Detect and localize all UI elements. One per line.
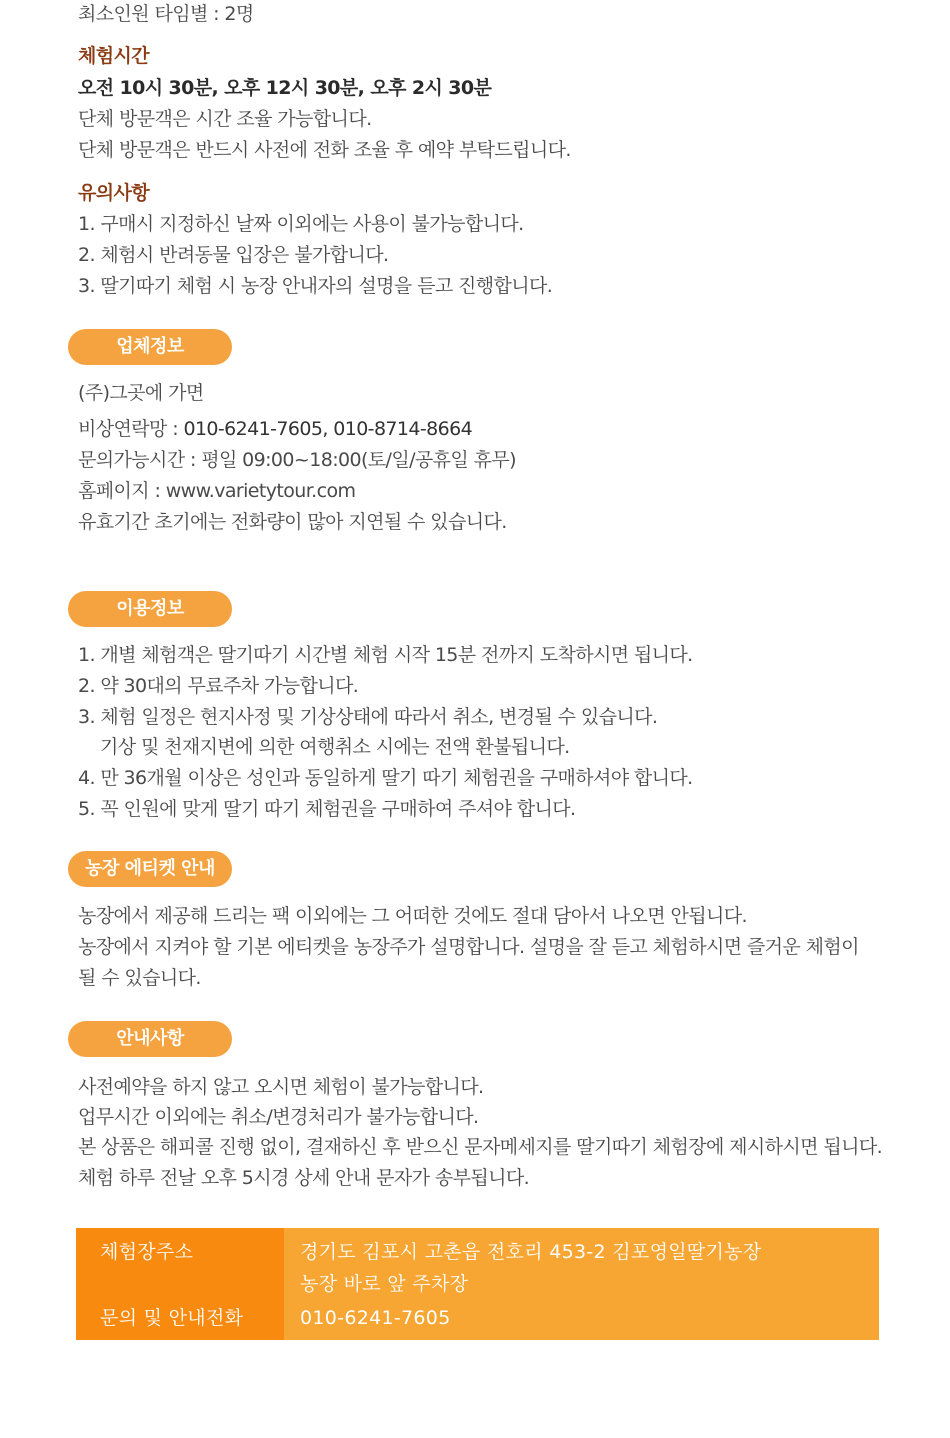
etiquette-line: 농장에서 제공해 드리는 팩 이외에는 그 어떠한 것에도 절대 담아서 나오면 안됩니다.: [78, 905, 747, 927]
usage-item: 1. 개별 체험객은 딸기따기 시간별 체험 시작 15분 전까지 도착하시면 됩니다.: [78, 644, 693, 666]
company-info-badge: 업체정보: [68, 329, 232, 365]
address-line-2: 농장 바로 앞 주차장: [300, 1273, 469, 1295]
notice-badge: 안내사항: [68, 1021, 232, 1057]
etiquette-line: 농장에서 지켜야 할 기본 에티켓을 농장주가 설명합니다. 설명을 잘 듣고 체험하시면 즐거운 체험이: [78, 936, 859, 958]
address-label: 체험장주소: [100, 1241, 194, 1263]
experience-note: 단체 방문객은 시간 조율 가능합니다.: [78, 108, 372, 130]
experience-time-heading: 체험시간: [78, 45, 150, 67]
usage-item: 4. 만 36개월 이상은 성인과 동일하게 딸기 따기 체험권을 구매하셔야 합니다.: [78, 767, 693, 789]
usage-item: 3. 체험 일정은 현지사정 및 기상상태에 따라서 취소, 변경될 수 있습니다.: [78, 706, 658, 728]
notice-line: 본 상품은 해피콜 진행 없이, 결재하신 후 받으신 문자메세지를 딸기따기 체험장에 제시하시면 됩니다.: [78, 1136, 883, 1158]
usage-item: 5. 꼭 인원에 맞게 딸기 따기 체험권을 구매하여 주셔야 합니다.: [78, 798, 576, 820]
info-box: [76, 1228, 879, 1340]
usage-item: 기상 및 천재지변에 의한 여행취소 시에는 전액 환불됩니다.: [100, 736, 570, 758]
notice-line: 업무시간 이외에는 취소/변경처리가 불가능합니다.: [78, 1106, 479, 1128]
experience-note: 단체 방문객은 반드시 사전에 전화 조율 후 예약 부탁드립니다.: [78, 139, 571, 161]
homepage-link[interactable]: 홈페이지 : www.varietytour.com: [78, 480, 356, 502]
validity-note: 유효기간 초기에는 전화량이 많아 지연될 수 있습니다.: [78, 511, 507, 533]
usage-info-badge: 이용정보: [68, 591, 232, 627]
caution-item: 3. 딸기따기 체험 시 농장 안내자의 설명을 듣고 진행합니다.: [78, 275, 553, 297]
notice-line: 체험 하루 전날 오후 5시경 상세 안내 문자가 송부됩니다.: [78, 1167, 530, 1189]
info-box-label-column: [76, 1228, 284, 1340]
phone-number[interactable]: 010-6241-7605: [300, 1307, 451, 1329]
cautions-heading: 유의사항: [78, 182, 150, 204]
usage-item: 2. 약 30대의 무료주차 가능합니다.: [78, 675, 359, 697]
emergency-numbers: 010-6241-7605, 010-8714-8664: [183, 418, 473, 440]
etiquette-badge: 농장 에티켓 안내: [68, 851, 232, 887]
emergency-contact: [78, 417, 472, 441]
inquiry-hours: 문의가능시간 : 평일 09:00~18:00(토/일/공휴일 휴무): [78, 449, 516, 471]
info-box-value-column: [284, 1228, 879, 1340]
min-people-text: 최소인원 타임별 : 2명: [78, 3, 254, 25]
emergency-label: 비상연락망 :: [78, 418, 184, 440]
experience-times: 오전 10시 30분, 오후 12시 30분, 오후 2시 30분: [78, 77, 492, 99]
notice-line: 사전예약을 하지 않고 오시면 체험이 불가능합니다.: [78, 1076, 484, 1098]
etiquette-line: 될 수 있습니다.: [78, 967, 201, 989]
company-name: (주)그곳에 가면: [78, 382, 204, 404]
caution-item: 2. 체험시 반려동물 입장은 불가합니다.: [78, 244, 389, 266]
caution-item: 1. 구매시 지정하신 날짜 이외에는 사용이 불가능합니다.: [78, 213, 524, 235]
address-line-1: 경기도 김포시 고촌읍 전호리 453-2 김포영일딸기농장: [300, 1241, 762, 1263]
phone-label: 문의 및 안내전화: [100, 1307, 244, 1329]
